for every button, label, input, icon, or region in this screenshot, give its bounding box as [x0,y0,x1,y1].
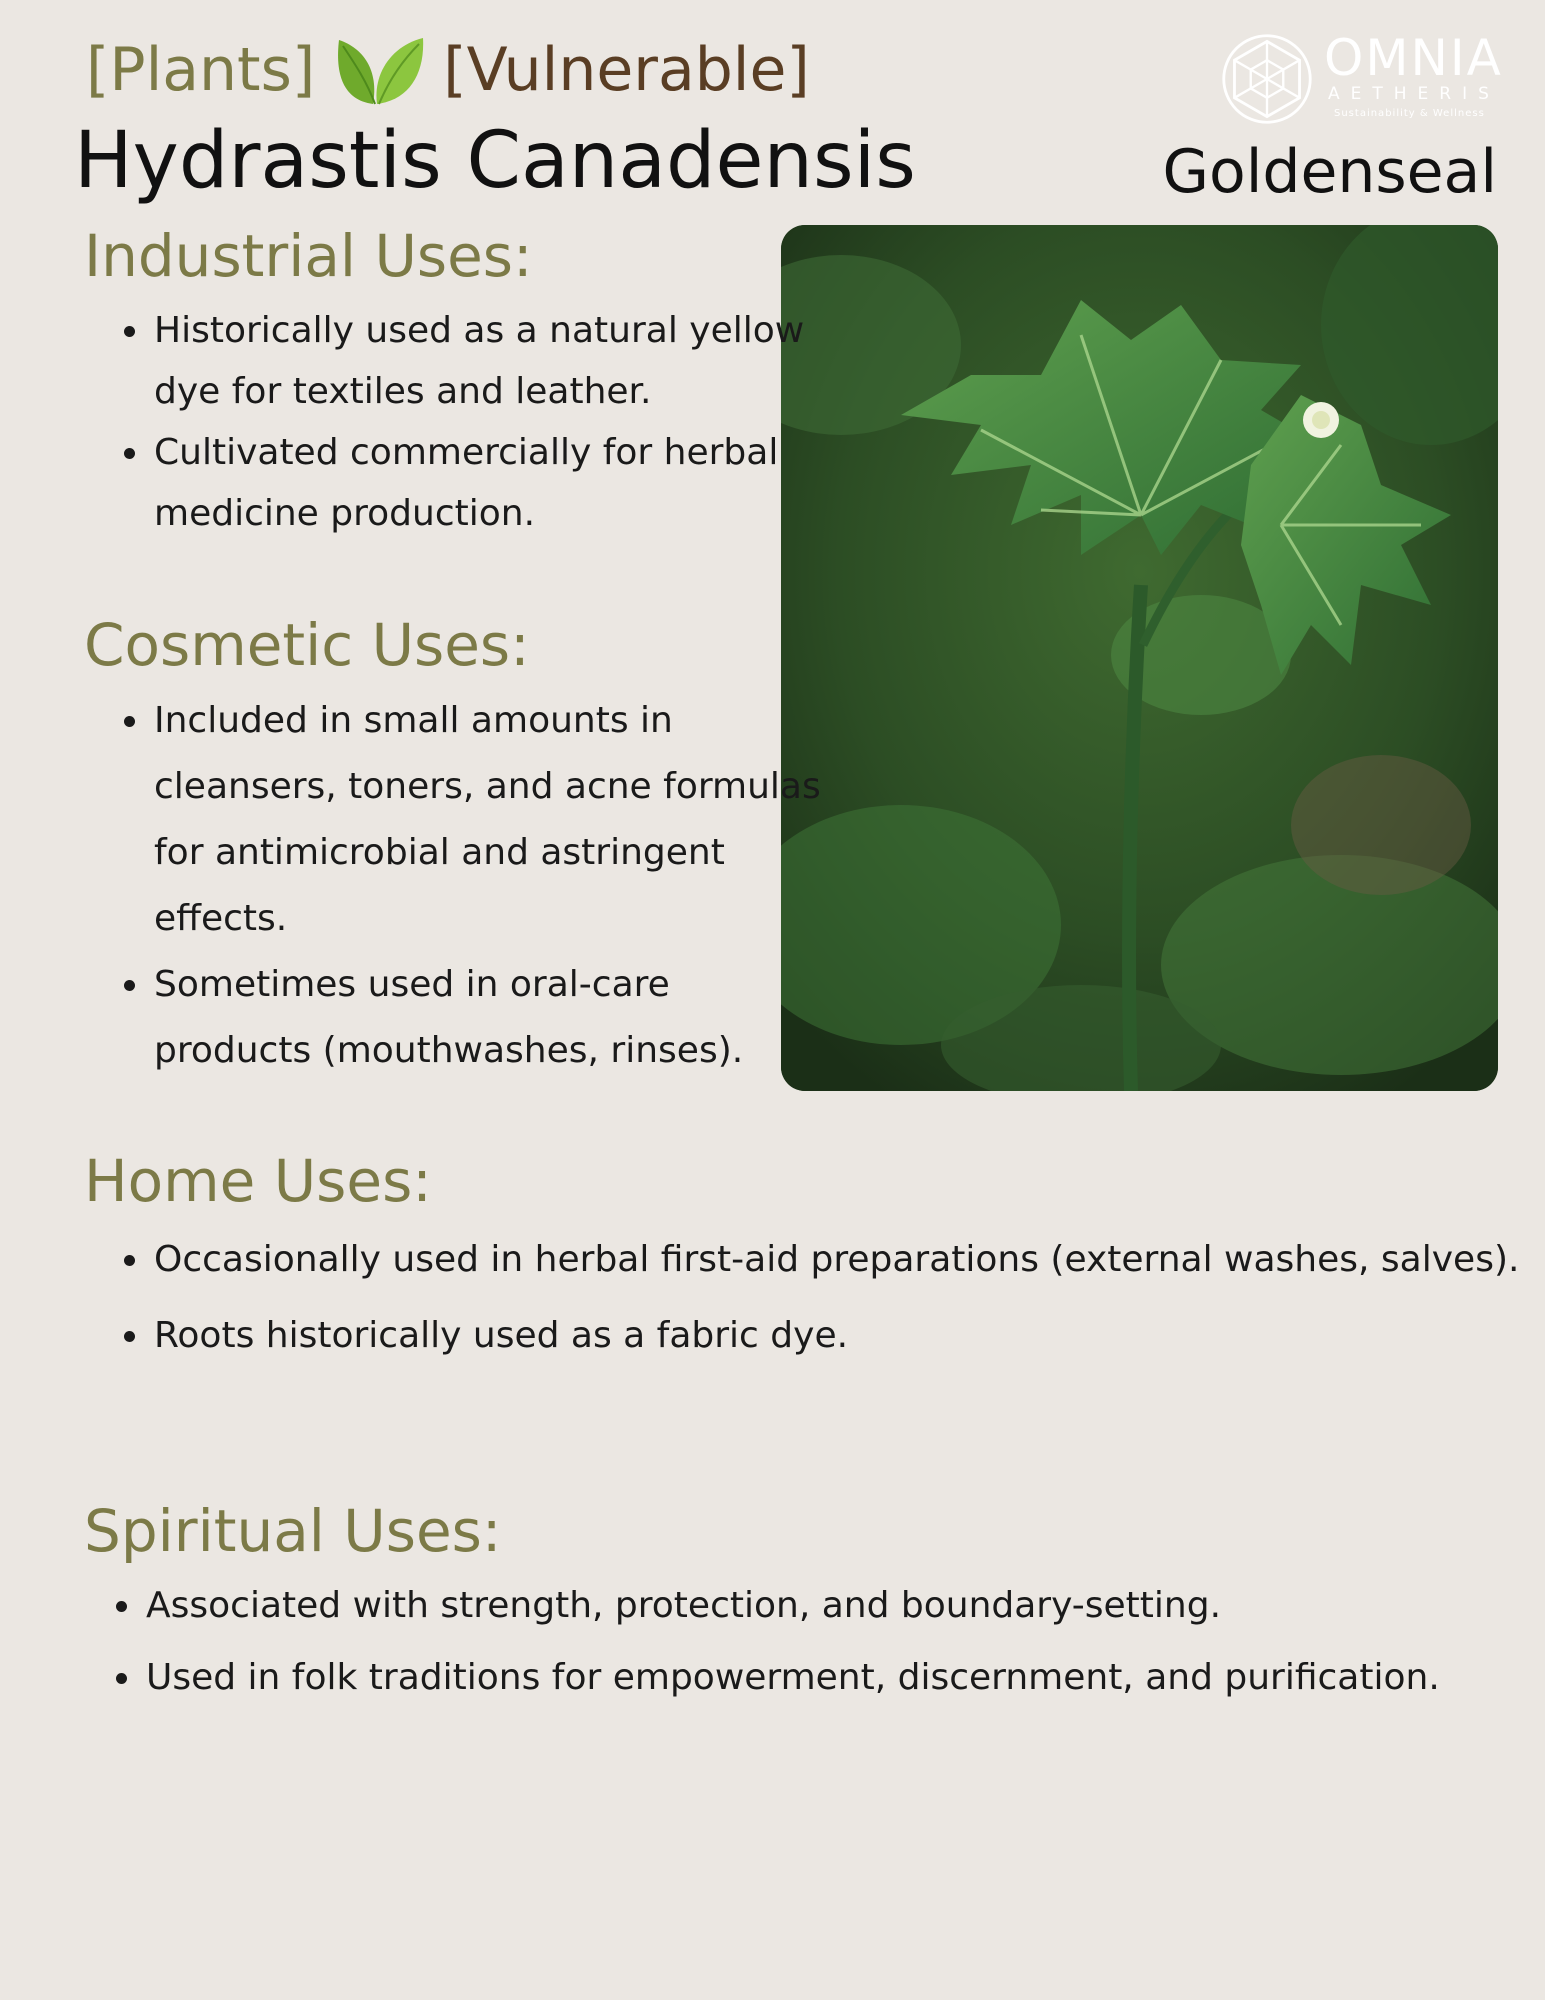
cosmetic-uses-list [86,688,832,1084]
list-item: • Associated with strength, protection, and boundary-setting. [144,1570,1524,1642]
list-item: • Occasionally used in herbal first-aid preparations (external washes, salves). [152,1222,1532,1298]
industrial-uses-list [86,300,832,544]
category-tag: [Plants] [86,35,316,105]
brand-name: OMNIA [1324,29,1503,87]
tag-row [86,34,810,106]
brand-logo [1220,30,1510,130]
goldenseal-plant-photo [781,225,1498,1091]
leaf-icon [333,34,425,106]
list-item: • Sometimes used in oral-care products (mouthwashes, rinses). [152,952,832,1084]
common-name-title: Goldenseal [1162,137,1497,207]
list-item: • Cultivated commercially for herbal medicine production. [152,422,832,544]
list-item: • Roots historically used as a fabric dye. [152,1298,1532,1374]
scientific-name-title: Hydrastis Canadensis [74,116,916,206]
status-tag: [Vulnerable] [443,35,810,105]
home-uses-heading: Home Uses: [84,1147,432,1215]
hexagon-flower-icon [1220,32,1314,126]
cosmetic-uses-heading: Cosmetic Uses: [84,611,530,679]
list-item: • Included in small amounts in cleansers, toners, and acne formulas for antimicrobial and astringent effects. [152,688,832,952]
list-item: • Historically used as a natural yellow dye for textiles and leather. [152,300,832,422]
brand-tagline: Sustainability & Wellness [1334,108,1485,119]
home-uses-list [86,1222,1532,1374]
list-item: • Used in folk traditions for empowerment, discernment, and purification. [144,1642,1524,1714]
spiritual-uses-heading: Spiritual Uses: [84,1497,502,1565]
industrial-uses-heading: Industrial Uses: [84,222,533,290]
spiritual-uses-list [78,1570,1524,1714]
brand-subname: AETHERIS [1328,84,1500,104]
